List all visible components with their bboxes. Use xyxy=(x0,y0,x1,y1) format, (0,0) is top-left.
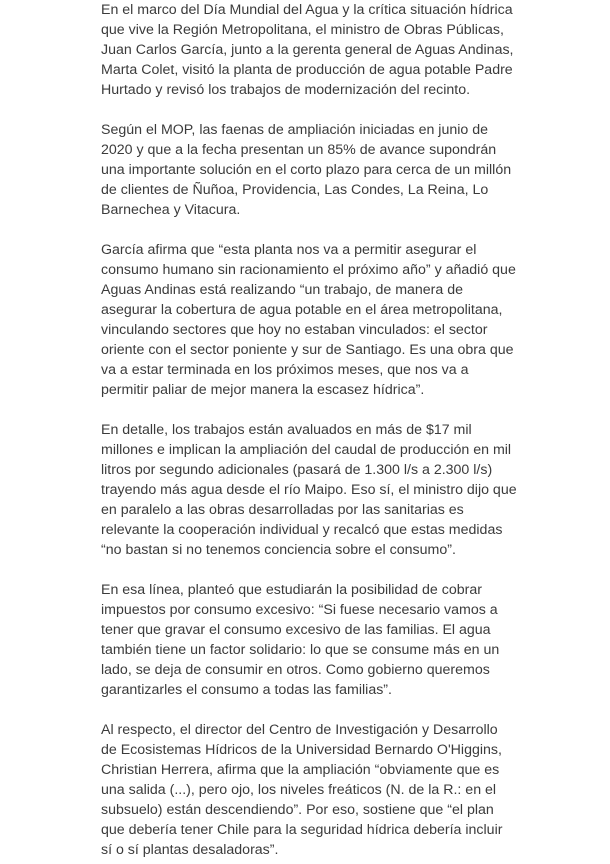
text-line: Aguas Andinas está realizando “un trabajo, de manera de xyxy=(101,282,464,298)
text-line: que vive la Región Metropolitana, el ministro de Obras Públicas, xyxy=(101,22,504,38)
text-line: Christian Herrera, afirma que la ampliación “obviamente que es xyxy=(101,762,500,778)
article-body xyxy=(101,0,531,860)
text-line: una salida (...), pero ojo, los niveles freáticos (N. de la R.: en el xyxy=(101,782,497,798)
text-line: consumo humano sin racionamiento el próximo año” y añadió que xyxy=(101,262,516,278)
text-line: Juan Carlos García, junto a la gerenta general de Aguas Andinas, xyxy=(101,42,514,58)
text-line: Al respecto, el director del Centro de Investigación y Desarrollo xyxy=(101,722,498,738)
text-line: tener que gravar el consumo excesivo de las familias. El agua xyxy=(101,622,491,638)
text-line: garantizarles el consumo a todas las familias”. xyxy=(101,682,392,698)
text-line: “no bastan si no tenemos conciencia sobre el consumo”. xyxy=(101,542,456,558)
text-line: lado, se deja de consumir en otros. Como gobierno queremos xyxy=(101,662,490,678)
paragraph xyxy=(101,580,531,700)
paragraph xyxy=(101,720,531,860)
text-line: millones e implican la ampliación del caudal de producción en mil xyxy=(101,442,512,458)
text-line: Marta Colet, visitó la planta de producción de agua potable Padre xyxy=(101,62,513,78)
text-line: relevante la cooperación individual y recalcó que estas medidas xyxy=(101,522,503,538)
text-line: una importante solución en el corto plazo para cerca de un millón xyxy=(101,162,512,178)
paragraph xyxy=(101,120,531,220)
text-line: Hurtado y revisó los trabajos de modernización del recinto. xyxy=(101,82,471,98)
text-line: sí o sí plantas desaladoras”. xyxy=(101,842,279,858)
text-line: de Ecosistemas Hídricos de la Universidad Bernardo O'Higgins, xyxy=(101,742,502,758)
text-line: Barnechea y Vitacura. xyxy=(101,202,241,218)
text-line: asegurar la cobertura de agua potable en el área metropolitana, xyxy=(101,302,503,318)
text-line: también tiene un factor solidario: lo que se consume más en un xyxy=(101,642,500,658)
text-line: permitir paliar de mejor manera la escasez hídrica”. xyxy=(101,382,425,398)
text-line: impuestos por consumo excesivo: “Si fuese necesario vamos a xyxy=(101,602,498,618)
text-line: en paralelo a las obras desarrolladas por las sanitarias es xyxy=(101,502,464,518)
text-line: 2020 y que a la fecha presentan un 85% de avance supondrán xyxy=(101,142,497,158)
text-line: Según el MOP, las faenas de ampliación iniciadas en junio de xyxy=(101,122,488,138)
paragraph xyxy=(101,240,531,400)
text-line: En detalle, los trabajos están avaluados en más de $17 mil xyxy=(101,422,472,438)
paragraph xyxy=(101,420,531,560)
text-line: subsuelo) están descendiendo”. Por eso, sostiene que “el plan xyxy=(101,802,494,818)
text-line: va a estar terminada en los próximos meses, que nos va a xyxy=(101,362,469,378)
text-line: oriente con el sector poniente y sur de Santiago. Es una obra que xyxy=(101,342,514,358)
text-line: que debería tener Chile para la seguridad hídrica debería incluir xyxy=(101,822,503,838)
text-line: litros por segundo adicionales (pasará de 1.300 l/s a 2.300 l/s) xyxy=(101,462,493,478)
text-line: vinculando sectores que hoy no estaban vinculados: el sector xyxy=(101,322,488,338)
text-line: En esa línea, planteó que estudiarán la posibilidad de cobrar xyxy=(101,582,482,598)
paragraph xyxy=(101,0,531,100)
text-line: de clientes de Ñuñoa, Providencia, Las Condes, La Reina, Lo xyxy=(101,182,489,198)
text-line: trayendo más agua desde el río Maipo. Eso sí, el ministro dijo que xyxy=(101,482,517,498)
text-line: En el marco del Día Mundial del Agua y la crítica situación hídrica xyxy=(101,2,513,18)
text-line: García afirma que “esta planta nos va a permitir asegurar el xyxy=(101,242,477,258)
